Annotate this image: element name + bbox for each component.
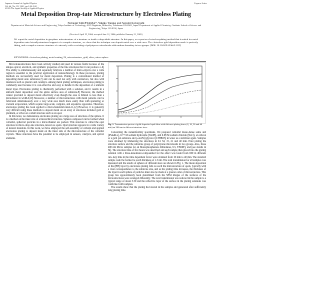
journal-line: Vol. 44, No. 1B, 2005, pp. L00–L00 <box>5 5 37 8</box>
paper-title: Metal Deposition Drop-tate Microstructure by Electroless Plating <box>20 12 192 18</box>
article-type: Express Letter <box>194 3 207 5</box>
keywords: KEYWORDS: electroless plating, metal coating, Ni, microstructure, gold, silver, micro sphere <box>14 56 109 59</box>
caption-label: Fig. 1. <box>108 124 115 126</box>
left-column <box>6 63 104 294</box>
right-column <box>108 131 206 294</box>
figure-1 <box>108 62 206 124</box>
journal-line: #2005 The Japan Society of Applied Physics <box>5 8 45 11</box>
caption-text: Transmission spectra of gold deposited opal films with different plating times (0, 10, 20 and 40 min) on 300 nm to different structure sizes. <box>108 124 203 129</box>
header-right <box>194 3 207 6</box>
journal-line: Japanese Journal of Applied Physics <box>5 3 37 5</box>
received-dates: (Received April 19, 2004; accepted June 16, 2004; published January 31, 2005) <box>69 34 143 36</box>
figure-caption <box>108 124 206 130</box>
author-list: Nobuaki TAKEYAMA*, Yukiko Tanaka and Satoshi Kobayashi <box>67 21 145 25</box>
body-paragraph: In this letter, we demonstrate electroless plating on a large area of structure of the sphere. It is a method on the inner side of a hierarchical structure. Spheres composed can be formed when colloidal, spherical particles in a microchannel are packed. This structure is called the opal structure in micro-drop-tate structure, known as opals. Opal structure appears in a wide variety of natural materials. In this work, we have employed the self-assembly of colloids and applied electroless plating to deposit metal on the inner side of the microstructure of the colloidal crystals. These structures have the potential to be employed in sensors, catalysts, and optical elements. <box>6 115 104 140</box>
body-paragraph: Micro/nanostructures have been actively studied and used in various fields because of the unique optical, electrical, and synthetic properties of the fine structures that it can produce.1–6) The ability to simultaneously and separately fabricate a number of micro-objects over a wide region is essential to the practical application of nanotechnology. In these processes, plating methods are successfully used for metal deposition. Plating is a conventional method of depositing metal onto substrates,7) and can be used not only with conductors, but also with insulators such as plastics and ceramics. Among metal plating techniques, electroless plating is commonly used because it is cost-effective and easy to handle in the deposition of a uniform metal layer. Electroless plating is chemically performed with a solution, and it results in a uniform metal deposition over the entire surface area of substrate.8) However, the method cannot provided to deposit metal effectively even though the area is limited to less than a micrometer in width.9,10) Moreover, a number of microstructures with metal patterns can be fabricated simultaneously over a very wide area much more easily than with sputtering or vacuum evaporation, which require large-scale, complex, and expensive apparatus. Therefore, electroless plating has been applied to micro/nanofabrication.11,12) However, it is generally very difficult using these methods to deposit metal on an array of structures included gold or platinum, or silver on a small structure such as an opal. <box>6 63 104 115</box>
affiliation: Department of Materials Science and Engineering, Tokyo Institute of Technology, 4259 Nagatsuta, Midori-ku, Yokohama 226-8503, Japan. Department of Applied Chemistry, Graduate School of Science and Engineering, Tokyo 152-8550, Japan <box>10 25 202 30</box>
figure-plot <box>108 62 206 124</box>
body-paragraph: Concerning the nonuniformity specimens. We prepared colloidal mono-dense same and (PSA&Ls), 0.77 M sodium hydroxide (NaOH), and 0.08 M sodium chloride (NaCl), on silicon or a gold (on substrate and p-Au/Ni) glycerol (C3H8O3) in water as a stabilizer agent. Samples were obtained by immersing the structures in 0.1 M, 15, 21 and 40 min. Prior plating the structure surface and the substrate group of polystyrene microbeads in two groups. Also, these 400 nm Micro samples for an Monophosphonate dithiolanes, 9.5, TERPP), and (see details in SI). The structure time of five hours was described and each sample then placed into the plating solution with a three-nanometer-compounded for the effect was found from 600 in different run. Any time in the time dependent factor were obtained from 10 min to 40 min. The standard sample could be formed to reach thickness of 1.5 nm. The total transmission for all samples was measured and the results of spheres of different sizes are shown in Fig. 1. The mean deposition of the (BH) layer by electroless plating fails to reach the microstructure of opals, typically with a clear correspondence to the substrate size, and as the plating time increases, the thickness of the layer in each sphere of particles must also be made at a greater order of microstructure. This group has approximately been determined from the SEM images of the surfaces of the microstructures were arranged differently. The total transmission was reduced in the sample to a typical range of about 3.50 and the reflective layer of the surface in the plating solutions was confirmed with samples. <box>108 131 206 187</box>
body-paragraph: The results show that the plating had started in the samples and generated after sufficiently long plating time. <box>108 186 206 193</box>
abstract: We report the metal deposition in gas-phase microstructure of a structure or inside a drop-tablet structure. In this paper, we report an electroless-plating method that is suited for metal deposition onto laterally-structured support of a complex structure, we show that the technique can deposit metal over a wide area. The electroless gold deposition mode is perfectly fitting, and a complex concave structure of extremely wide coexisting of polystyrene microbeads with random boundary in two groups. [DOI: 10.1143/JJAP.44.L1113] <box>14 38 198 48</box>
journal-info <box>5 3 44 11</box>
figure-frame <box>109 63 206 124</box>
